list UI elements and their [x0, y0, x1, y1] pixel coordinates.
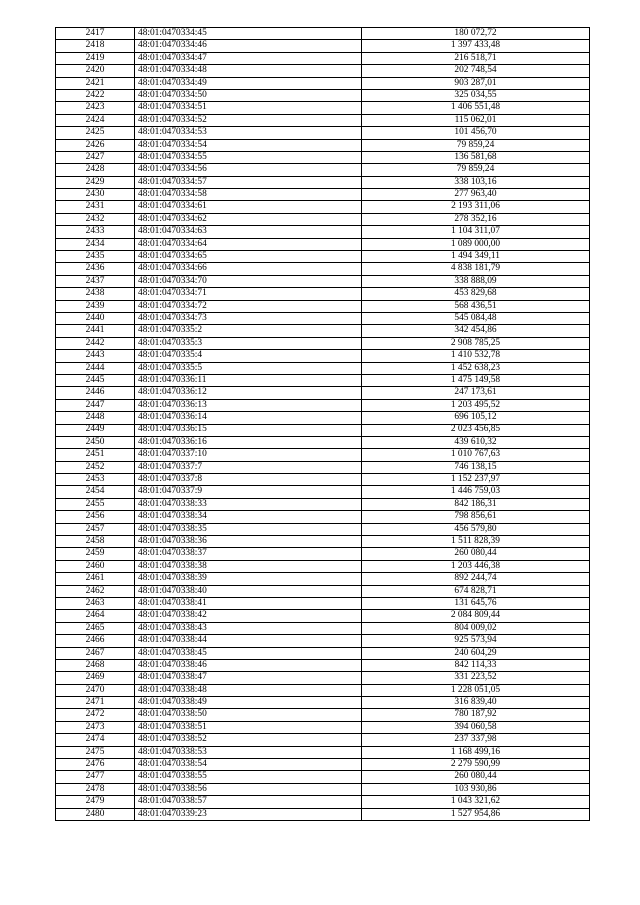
cadastral-value: 115 062,01 [362, 114, 590, 126]
row-number: 2454 [56, 486, 135, 498]
table-row [56, 127, 590, 139]
cadastral-number: 48:01:0470334:52 [135, 114, 362, 126]
cadastral-value: 2 023 456,85 [362, 424, 590, 436]
table-row [56, 251, 590, 263]
cadastral-number: 48:01:0470336:11 [135, 374, 362, 386]
table-row [56, 312, 590, 324]
table-row [56, 523, 590, 535]
cadastral-value: 240 604,29 [362, 647, 590, 659]
table-row [56, 238, 590, 250]
cadastral-number: 48:01:0470339:23 [135, 808, 362, 820]
table-row [56, 548, 590, 560]
cadastral-value: 1 228 051,05 [362, 684, 590, 696]
row-number: 2428 [56, 164, 135, 176]
cadastral-number: 48:01:0470334:45 [135, 28, 362, 40]
table-row [56, 672, 590, 684]
cadastral-value: 1 397 433,48 [362, 40, 590, 52]
row-number: 2422 [56, 89, 135, 101]
table-row [56, 139, 590, 151]
row-number: 2444 [56, 362, 135, 374]
row-number: 2480 [56, 808, 135, 820]
cadastral-number: 48:01:0470338:56 [135, 783, 362, 795]
cadastral-value: 1 410 532,78 [362, 350, 590, 362]
cadastral-number: 48:01:0470334:55 [135, 151, 362, 163]
cadastral-number: 48:01:0470337:10 [135, 449, 362, 461]
table-row [56, 721, 590, 733]
cadastral-value: 394 060,58 [362, 721, 590, 733]
table-row [56, 783, 590, 795]
row-number: 2471 [56, 697, 135, 709]
cadastral-number: 48:01:0470338:55 [135, 771, 362, 783]
cadastral-value: 798 856,61 [362, 511, 590, 523]
row-number: 2457 [56, 523, 135, 535]
table-row [56, 164, 590, 176]
table-row [56, 213, 590, 225]
cadastral-number: 48:01:0470337:7 [135, 461, 362, 473]
cadastral-number: 48:01:0470334:58 [135, 189, 362, 201]
cadastral-value: 780 187,92 [362, 709, 590, 721]
cadastral-value: 1 010 767,63 [362, 449, 590, 461]
table-row [56, 337, 590, 349]
row-number: 2472 [56, 709, 135, 721]
cadastral-number: 48:01:0470338:49 [135, 697, 362, 709]
cadastral-value: 237 337,98 [362, 734, 590, 746]
row-number: 2461 [56, 573, 135, 585]
table-row [56, 610, 590, 622]
row-number: 2439 [56, 300, 135, 312]
table-row [56, 498, 590, 510]
cadastral-value: 2 908 785,25 [362, 337, 590, 349]
row-number: 2438 [56, 288, 135, 300]
table-row [56, 486, 590, 498]
row-number: 2424 [56, 114, 135, 126]
table-row [56, 77, 590, 89]
table-row [56, 226, 590, 238]
table-row [56, 40, 590, 52]
cadastral-value: 453 829,68 [362, 288, 590, 300]
row-number: 2478 [56, 783, 135, 795]
row-number: 2460 [56, 560, 135, 572]
cadastral-number: 48:01:0470338:44 [135, 635, 362, 647]
table-row [56, 622, 590, 634]
cadastral-value: 1 446 759,03 [362, 486, 590, 498]
table-row [56, 151, 590, 163]
row-number: 2423 [56, 102, 135, 114]
cadastral-value: 1 452 638,23 [362, 362, 590, 374]
row-number: 2426 [56, 139, 135, 151]
row-number: 2479 [56, 796, 135, 808]
table-row [56, 350, 590, 362]
cadastral-number: 48:01:0470334:70 [135, 275, 362, 287]
row-number: 2468 [56, 659, 135, 671]
cadastral-value-table [55, 27, 590, 821]
table-row [56, 746, 590, 758]
row-number: 2466 [56, 635, 135, 647]
cadastral-value: 1 168 499,16 [362, 746, 590, 758]
row-number: 2430 [56, 189, 135, 201]
cadastral-value: 325 034,55 [362, 89, 590, 101]
table-row [56, 796, 590, 808]
row-number: 2463 [56, 597, 135, 609]
cadastral-number: 48:01:0470334:73 [135, 312, 362, 324]
row-number: 2462 [56, 585, 135, 597]
cadastral-value: 131 645,76 [362, 597, 590, 609]
cadastral-value: 79 859,24 [362, 139, 590, 151]
cadastral-value: 103 930,86 [362, 783, 590, 795]
cadastral-number: 48:01:0470338:39 [135, 573, 362, 585]
cadastral-value: 2 279 590,99 [362, 759, 590, 771]
row-number: 2442 [56, 337, 135, 349]
row-number: 2469 [56, 672, 135, 684]
table-row [56, 362, 590, 374]
table-row [56, 424, 590, 436]
row-number: 2445 [56, 374, 135, 386]
cadastral-number: 48:01:0470337:8 [135, 474, 362, 486]
cadastral-number: 48:01:0470335:5 [135, 362, 362, 374]
table-row [56, 585, 590, 597]
cadastral-number: 48:01:0470334:46 [135, 40, 362, 52]
row-number: 2477 [56, 771, 135, 783]
cadastral-number: 48:01:0470334:57 [135, 176, 362, 188]
cadastral-value: 316 839,40 [362, 697, 590, 709]
cadastral-number: 48:01:0470334:50 [135, 89, 362, 101]
cadastral-value: 216 518,71 [362, 52, 590, 64]
cadastral-number: 48:01:0470338:48 [135, 684, 362, 696]
cadastral-value: 1 511 828,39 [362, 536, 590, 548]
row-number: 2441 [56, 325, 135, 337]
cadastral-number: 48:01:0470338:50 [135, 709, 362, 721]
cadastral-number: 48:01:0470334:51 [135, 102, 362, 114]
row-number: 2421 [56, 77, 135, 89]
cadastral-number: 48:01:0470334:47 [135, 52, 362, 64]
table-row [56, 102, 590, 114]
cadastral-number: 48:01:0470336:13 [135, 399, 362, 411]
row-number: 2435 [56, 251, 135, 263]
cadastral-number: 48:01:0470334:48 [135, 65, 362, 77]
cadastral-number: 48:01:0470334:49 [135, 77, 362, 89]
cadastral-number: 48:01:0470336:12 [135, 387, 362, 399]
cadastral-value: 247 173,61 [362, 387, 590, 399]
row-number: 2451 [56, 449, 135, 461]
cadastral-value: 79 859,24 [362, 164, 590, 176]
cadastral-value: 342 454,86 [362, 325, 590, 337]
cadastral-number: 48:01:0470338:40 [135, 585, 362, 597]
row-number: 2443 [56, 350, 135, 362]
row-number: 2436 [56, 263, 135, 275]
cadastral-value: 696 105,12 [362, 412, 590, 424]
cadastral-number: 48:01:0470338:54 [135, 759, 362, 771]
cadastral-value: 260 080,44 [362, 548, 590, 560]
cadastral-number: 48:01:0470336:15 [135, 424, 362, 436]
row-number: 2473 [56, 721, 135, 733]
cadastral-value: 260 080,44 [362, 771, 590, 783]
table-row [56, 635, 590, 647]
table-row [56, 300, 590, 312]
table-row [56, 114, 590, 126]
table-row [56, 474, 590, 486]
cadastral-value: 1 203 495,52 [362, 399, 590, 411]
cadastral-value: 278 352,16 [362, 213, 590, 225]
row-number: 2417 [56, 28, 135, 40]
cadastral-number: 48:01:0470338:47 [135, 672, 362, 684]
table-row [56, 325, 590, 337]
row-number: 2452 [56, 461, 135, 473]
cadastral-value: 925 573,94 [362, 635, 590, 647]
cadastral-value: 568 436,51 [362, 300, 590, 312]
table-row [56, 176, 590, 188]
row-number: 2431 [56, 201, 135, 213]
cadastral-value: 1 152 237,97 [362, 474, 590, 486]
cadastral-value: 545 084,48 [362, 312, 590, 324]
row-number: 2420 [56, 65, 135, 77]
row-number: 2440 [56, 312, 135, 324]
table-row [56, 374, 590, 386]
cadastral-number: 48:01:0470338:35 [135, 523, 362, 535]
cadastral-value: 1 406 551,48 [362, 102, 590, 114]
cadastral-value: 456 579,80 [362, 523, 590, 535]
row-number: 2458 [56, 536, 135, 548]
cadastral-value: 277 963,40 [362, 189, 590, 201]
cadastral-value: 331 223,52 [362, 672, 590, 684]
cadastral-number: 48:01:0470338:37 [135, 548, 362, 560]
row-number: 2434 [56, 238, 135, 250]
cadastral-number: 48:01:0470336:16 [135, 436, 362, 448]
cadastral-value: 101 456,70 [362, 127, 590, 139]
table-row [56, 449, 590, 461]
table-row [56, 697, 590, 709]
table-row [56, 288, 590, 300]
cadastral-value: 892 244,74 [362, 573, 590, 585]
table-row [56, 647, 590, 659]
cadastral-number: 48:01:0470334:64 [135, 238, 362, 250]
row-number: 2427 [56, 151, 135, 163]
row-number: 2418 [56, 40, 135, 52]
cadastral-value: 1 104 311,07 [362, 226, 590, 238]
cadastral-number: 48:01:0470338:43 [135, 622, 362, 634]
row-number: 2455 [56, 498, 135, 510]
cadastral-value: 136 581,68 [362, 151, 590, 163]
row-number: 2433 [56, 226, 135, 238]
row-number: 2453 [56, 474, 135, 486]
table-row [56, 536, 590, 548]
cadastral-number: 48:01:0470335:3 [135, 337, 362, 349]
table-row [56, 771, 590, 783]
cadastral-value: 903 287,01 [362, 77, 590, 89]
cadastral-value: 338 888,09 [362, 275, 590, 287]
table-row [56, 28, 590, 40]
table-row [56, 597, 590, 609]
row-number: 2449 [56, 424, 135, 436]
cadastral-number: 48:01:0470334:53 [135, 127, 362, 139]
row-number: 2474 [56, 734, 135, 746]
table-row [56, 560, 590, 572]
cadastral-value: 746 138,15 [362, 461, 590, 473]
cadastral-number: 48:01:0470334:62 [135, 213, 362, 225]
cadastral-number: 48:01:0470334:71 [135, 288, 362, 300]
cadastral-value: 1 527 954,86 [362, 808, 590, 820]
table-row [56, 275, 590, 287]
cadastral-number: 48:01:0470334:72 [135, 300, 362, 312]
cadastral-number: 48:01:0470338:51 [135, 721, 362, 733]
cadastral-number: 48:01:0470338:52 [135, 734, 362, 746]
row-number: 2446 [56, 387, 135, 399]
cadastral-value: 1 089 000,00 [362, 238, 590, 250]
row-number: 2437 [56, 275, 135, 287]
cadastral-value: 439 610,32 [362, 436, 590, 448]
table-row [56, 89, 590, 101]
row-number: 2448 [56, 412, 135, 424]
row-number: 2464 [56, 610, 135, 622]
table-row [56, 759, 590, 771]
cadastral-number: 48:01:0470338:36 [135, 536, 362, 548]
table-row [56, 65, 590, 77]
cadastral-value: 1 043 321,62 [362, 796, 590, 808]
cadastral-number: 48:01:0470334:65 [135, 251, 362, 263]
row-number: 2476 [56, 759, 135, 771]
cadastral-number: 48:01:0470334:61 [135, 201, 362, 213]
table-row [56, 189, 590, 201]
cadastral-number: 48:01:0470335:4 [135, 350, 362, 362]
cadastral-number: 48:01:0470338:38 [135, 560, 362, 572]
table-row [56, 263, 590, 275]
row-number: 2459 [56, 548, 135, 560]
cadastral-number: 48:01:0470334:63 [135, 226, 362, 238]
table-row [56, 412, 590, 424]
cadastral-value: 804 009,02 [362, 622, 590, 634]
cadastral-value: 180 072,72 [362, 28, 590, 40]
cadastral-value: 202 748,54 [362, 65, 590, 77]
row-number: 2450 [56, 436, 135, 448]
cadastral-value: 2 084 809,44 [362, 610, 590, 622]
row-number: 2470 [56, 684, 135, 696]
table-row [56, 808, 590, 820]
table-row [56, 52, 590, 64]
row-number: 2456 [56, 511, 135, 523]
table-row [56, 709, 590, 721]
row-number: 2475 [56, 746, 135, 758]
cadastral-number: 48:01:0470335:2 [135, 325, 362, 337]
cadastral-number: 48:01:0470338:41 [135, 597, 362, 609]
table-row [56, 659, 590, 671]
row-number: 2425 [56, 127, 135, 139]
cadastral-number: 48:01:0470338:57 [135, 796, 362, 808]
table-row [56, 573, 590, 585]
cadastral-number: 48:01:0470334:66 [135, 263, 362, 275]
cadastral-number: 48:01:0470338:45 [135, 647, 362, 659]
cadastral-number: 48:01:0470338:53 [135, 746, 362, 758]
cadastral-number: 48:01:0470338:42 [135, 610, 362, 622]
cadastral-number: 48:01:0470337:9 [135, 486, 362, 498]
cadastral-value: 842 186,31 [362, 498, 590, 510]
table-row [56, 734, 590, 746]
cadastral-value: 1 494 349,11 [362, 251, 590, 263]
cadastral-number: 48:01:0470334:56 [135, 164, 362, 176]
cadastral-number: 48:01:0470338:34 [135, 511, 362, 523]
row-number: 2419 [56, 52, 135, 64]
cadastral-value: 338 103,16 [362, 176, 590, 188]
cadastral-number: 48:01:0470334:54 [135, 139, 362, 151]
table-row [56, 387, 590, 399]
cadastral-value: 2 193 311,06 [362, 201, 590, 213]
table-row [56, 436, 590, 448]
row-number: 2447 [56, 399, 135, 411]
table-row [56, 201, 590, 213]
row-number: 2465 [56, 622, 135, 634]
cadastral-number: 48:01:0470338:33 [135, 498, 362, 510]
row-number: 2467 [56, 647, 135, 659]
table-row [56, 511, 590, 523]
cadastral-value: 4 838 181,79 [362, 263, 590, 275]
table-row [56, 461, 590, 473]
cadastral-number: 48:01:0470336:14 [135, 412, 362, 424]
table-body [56, 28, 590, 821]
cadastral-value: 1 475 149,58 [362, 374, 590, 386]
table-row [56, 684, 590, 696]
row-number: 2429 [56, 176, 135, 188]
cadastral-value: 842 114,33 [362, 659, 590, 671]
cadastral-value: 1 203 446,38 [362, 560, 590, 572]
table-row [56, 399, 590, 411]
row-number: 2432 [56, 213, 135, 225]
cadastral-number: 48:01:0470338:46 [135, 659, 362, 671]
cadastral-value: 674 828,71 [362, 585, 590, 597]
